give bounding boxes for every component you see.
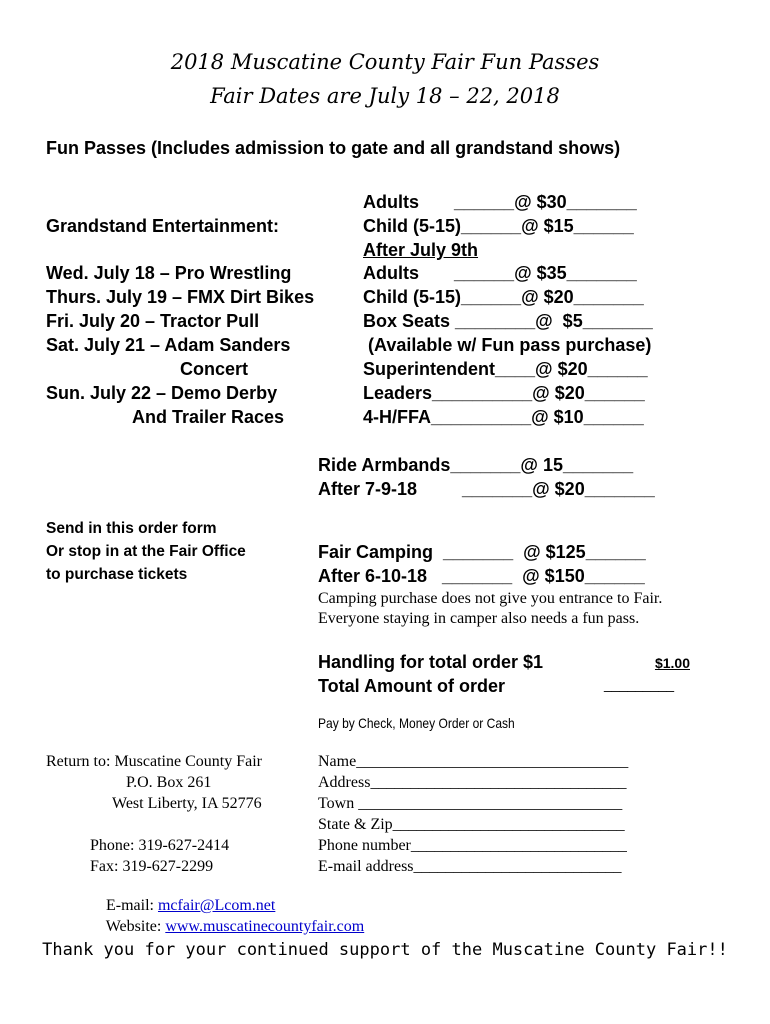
phone-field[interactable]: Phone number___________________________: [318, 837, 627, 854]
fun-pass-intro: Fun Passes (Includes admission to gate and all grandstand shows): [46, 138, 621, 158]
pass-line: Superintendent____@ $20______: [363, 359, 648, 379]
event-line: And Trailer Races: [132, 407, 285, 427]
name-field[interactable]: Name__________________________________: [318, 753, 629, 770]
pass-section-heading: After July 9th: [363, 240, 479, 260]
handling-value: $1.00: [654, 655, 690, 671]
handling-label: Handling for total order $1: [318, 652, 544, 672]
page-title: 2018 Muscatine County Fair Fun Passes: [170, 50, 600, 74]
send-note-line: Or stop in at the Fair Office: [46, 543, 246, 560]
pass-line: Child (5-15)______@ $20_______: [363, 287, 644, 307]
camping-note-line: Camping purchase does not give you entrance to Fair.: [318, 590, 663, 607]
camping-late-line: After 6-10-18 _______ @ $150______: [318, 566, 645, 586]
event-line: Fri. July 20 – Tractor Pull: [46, 311, 260, 331]
pass-note: (Available w/ Fun pass purchase): [363, 335, 652, 355]
fax-line: Fax: 319-627-2299: [90, 858, 214, 875]
pass-line: Box Seats ________@ $5_______: [363, 311, 653, 331]
city-line: West Liberty, IA 52776: [112, 795, 262, 812]
phone-line: Phone: 319-627-2414: [90, 837, 230, 854]
event-line: Wed. July 18 – Pro Wrestling: [46, 263, 292, 283]
thank-you-message: Thank you for your continued support of the Muscatine County Fair!!: [42, 940, 728, 960]
event-line: Sat. July 21 – Adam Sanders: [46, 335, 291, 355]
page-subtitle: Fair Dates are July 18 – 22, 2018: [210, 84, 560, 108]
town-field[interactable]: Town _________________________________: [318, 795, 623, 812]
payment-methods-note: Pay by Check, Money Order or Cash: [318, 715, 515, 731]
pass-line: 4-H/FFA__________@ $10______: [363, 407, 644, 427]
website-link[interactable]: www.muscatinecountyfair.com: [165, 918, 365, 935]
email-link[interactable]: mcfair@Lcom.net: [157, 897, 276, 914]
ride-armbands-line: Ride Armbands_______@ 15_______: [318, 455, 634, 475]
email-field[interactable]: E-mail address__________________________: [318, 858, 622, 875]
camping-note-line: Everyone staying in camper also needs a fun pass.: [318, 610, 640, 627]
pass-line: Adults ______@ $35_______: [363, 263, 637, 283]
grandstand-heading: Grandstand Entertainment:: [46, 216, 280, 236]
send-note-line: to purchase tickets: [46, 566, 188, 583]
event-line: Concert: [180, 359, 249, 379]
camping-line: Fair Camping _______ @ $125______: [318, 542, 646, 562]
email-label: E-mail:: [106, 897, 158, 914]
total-value-blank[interactable]: _________: [604, 676, 675, 692]
pass-line: Adults ______@ $30_______: [363, 192, 637, 212]
pass-line: Leaders__________@ $20______: [363, 383, 645, 403]
return-to-line: Return to: Muscatine County Fair: [46, 753, 262, 770]
event-line: Sun. July 22 – Demo Derby: [46, 383, 278, 403]
website-label: Website:: [105, 918, 166, 935]
state-zip-field[interactable]: State & Zip_____________________________: [318, 816, 625, 833]
ride-armbands-late-line: After 7-9-18 _______@ $20_______: [318, 479, 655, 499]
event-line: Thurs. July 19 – FMX Dirt Bikes: [46, 287, 315, 307]
send-note-line: Send in this order form: [46, 520, 217, 537]
pass-line: Child (5-15)______@ $15______: [363, 216, 634, 236]
total-label: Total Amount of order: [318, 676, 505, 696]
address-field[interactable]: Address________________________________: [318, 774, 627, 791]
po-box-line: P.O. Box 261: [126, 774, 212, 791]
